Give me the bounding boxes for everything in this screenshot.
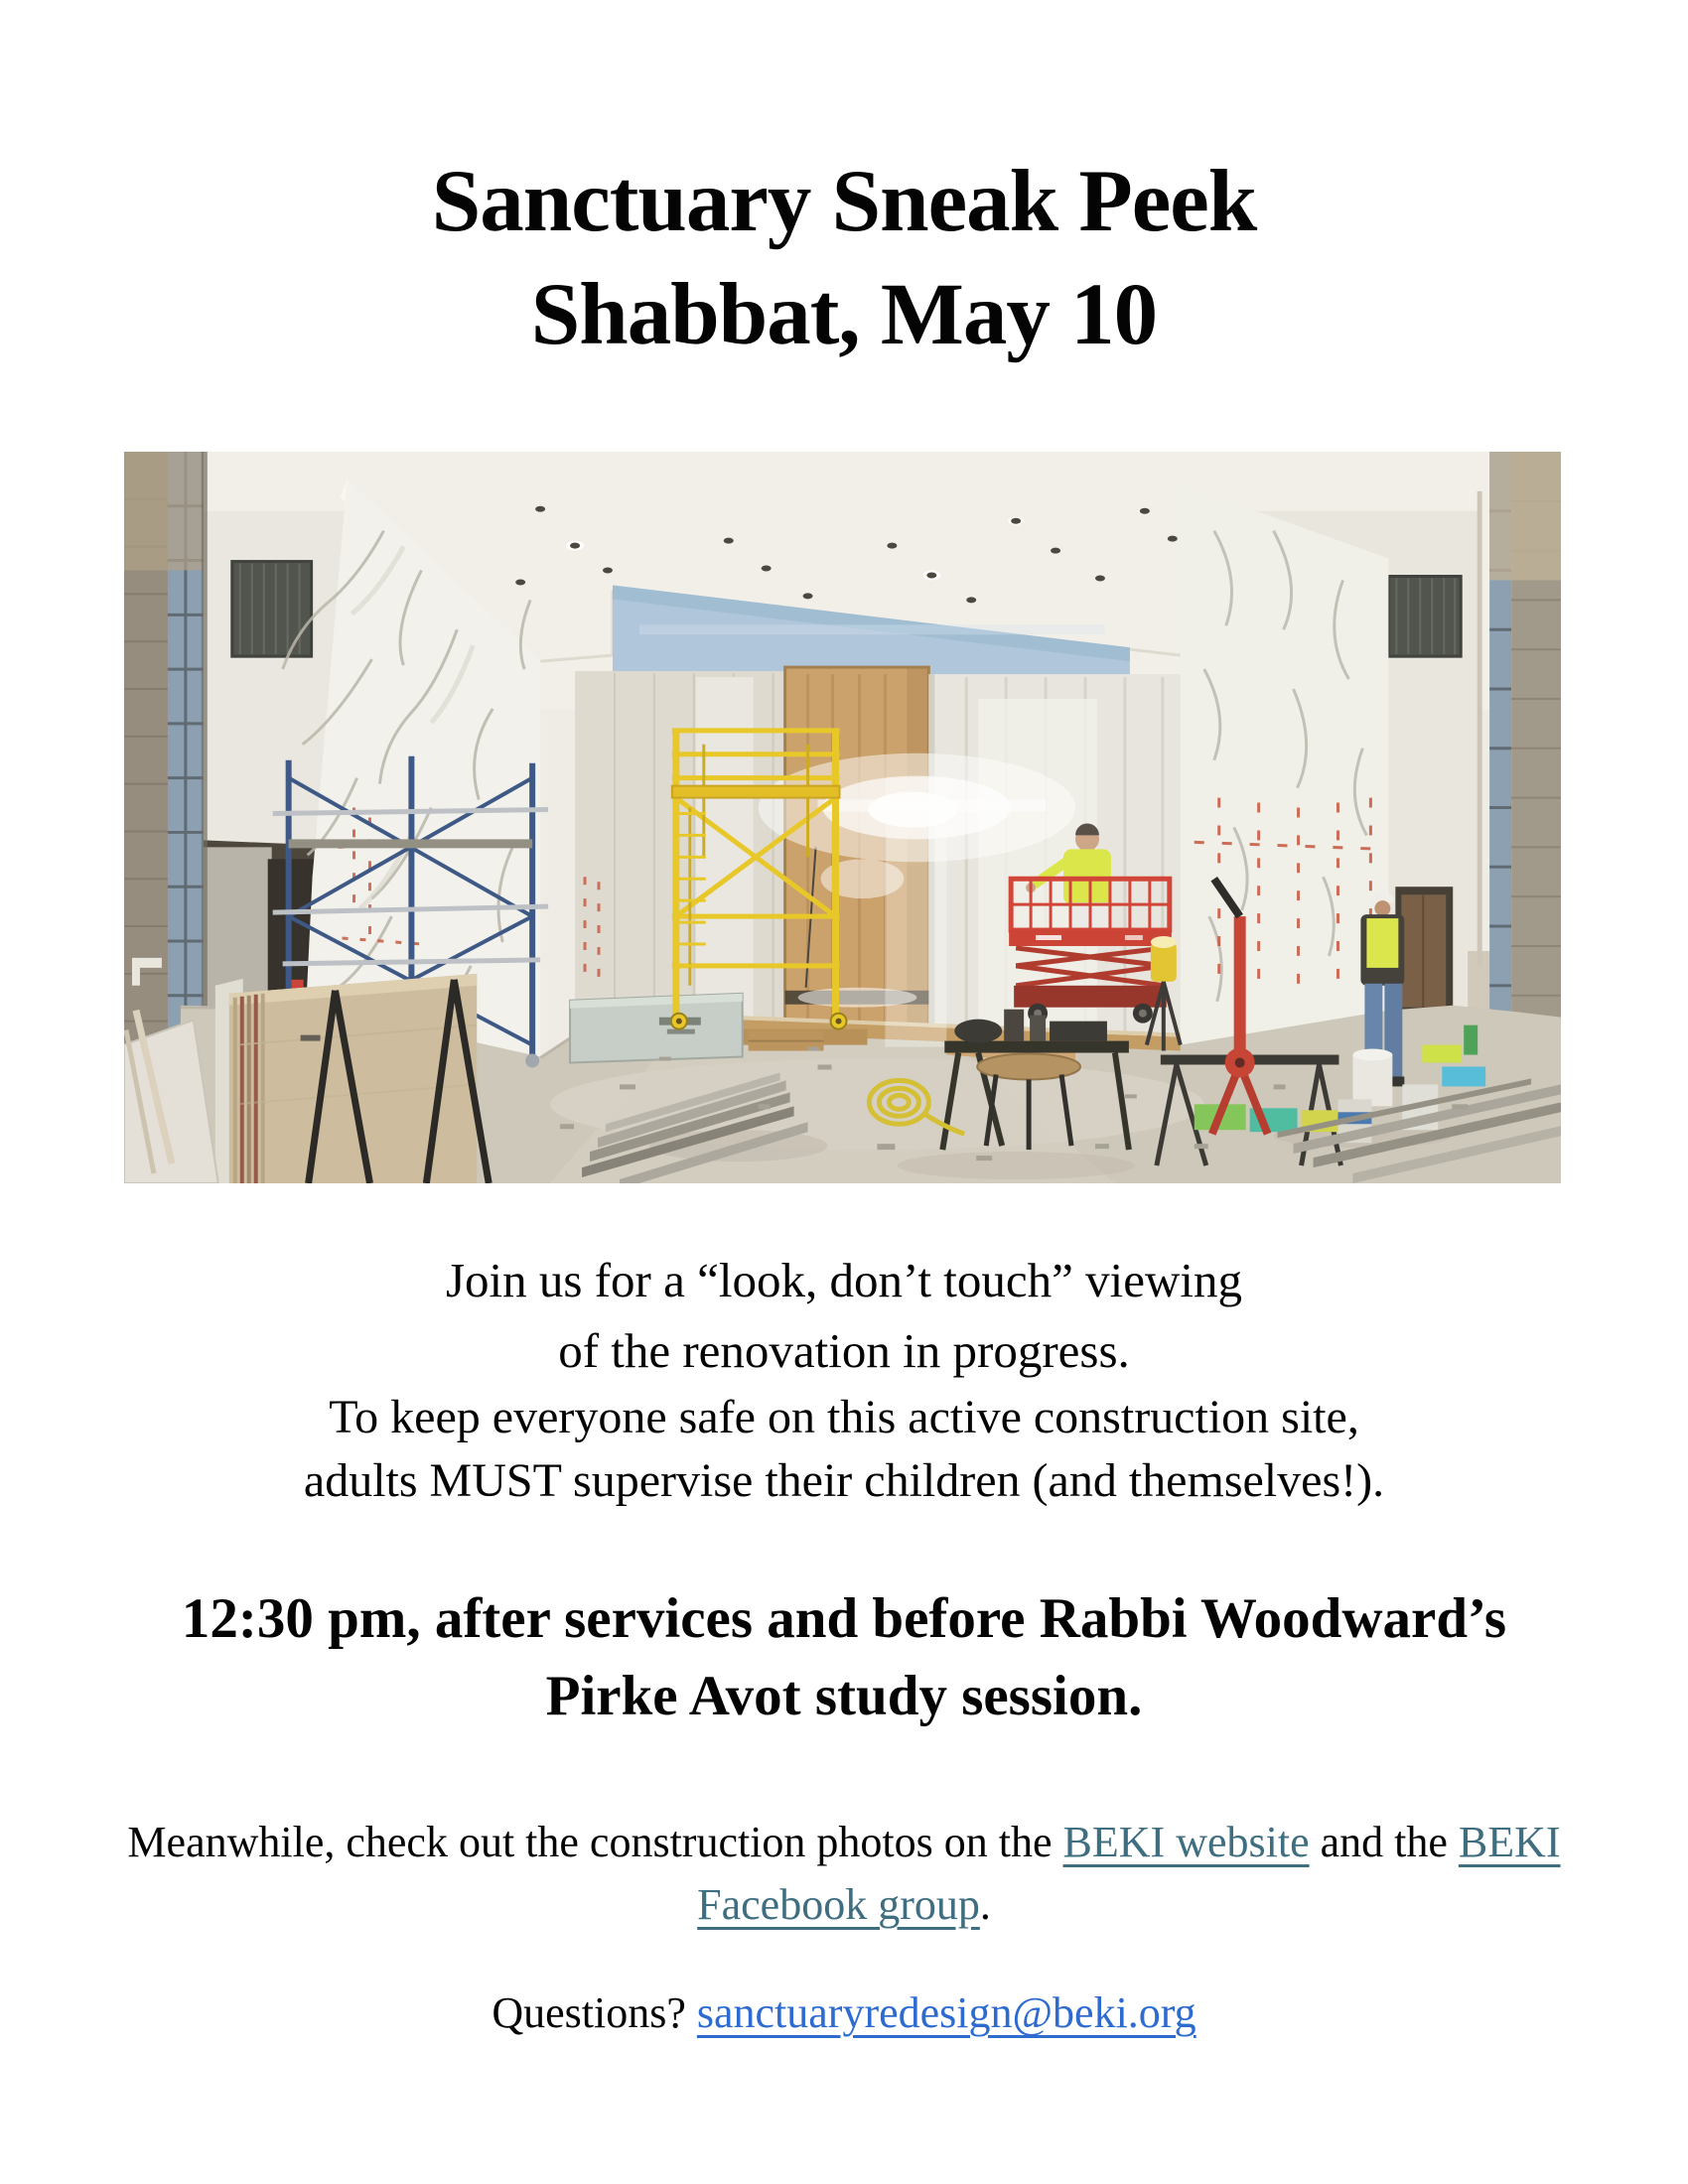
safety-paragraph xyxy=(0,1386,1688,1513)
questions-email-link[interactable]: sanctuaryredesign@beki.org xyxy=(696,1988,1196,2037)
schedule-heading xyxy=(0,1580,1688,1735)
intro-line-1: Join us for a “look, don’t touch” viewing xyxy=(445,1253,1243,1307)
beki-facebook-group-link-continued[interactable]: Facebook group xyxy=(697,1880,980,1929)
safety-line-2: adults MUST supervise their children (and themselves!). xyxy=(303,1454,1385,1507)
questions-line xyxy=(0,1983,1688,2043)
photos-links-paragraph xyxy=(0,1811,1688,1936)
construction-photo-svg xyxy=(124,452,1561,1183)
links-suffix: . xyxy=(979,1880,991,1929)
photo-haze xyxy=(124,452,1561,1183)
links-line-1 xyxy=(0,1811,1688,1873)
title-line-1: Sanctuary Sneak Peek xyxy=(431,152,1257,250)
intro-paragraph xyxy=(0,1245,1688,1386)
questions-label: Questions? xyxy=(492,1988,697,2037)
title-line-2: Shabbat, May 10 xyxy=(530,265,1158,363)
page-title xyxy=(0,145,1688,371)
links-connector: and the xyxy=(1309,1818,1459,1866)
beki-website-link[interactable]: BEKI website xyxy=(1062,1818,1310,1866)
beki-facebook-group-link[interactable]: BEKI xyxy=(1458,1818,1561,1866)
schedule-line-2: Pirke Avot study session. xyxy=(545,1665,1143,1727)
links-line-2 xyxy=(0,1873,1688,1936)
construction-photo xyxy=(124,452,1561,1183)
safety-line-1: To keep everyone safe on this active construction site, xyxy=(329,1391,1359,1443)
links-prefix: Meanwhile, check out the construction photos on the xyxy=(127,1818,1063,1866)
intro-line-2: of the renovation in progress. xyxy=(558,1323,1130,1378)
schedule-line-1: 12:30 pm, after services and before Rabbi Woodward’s xyxy=(181,1587,1507,1650)
